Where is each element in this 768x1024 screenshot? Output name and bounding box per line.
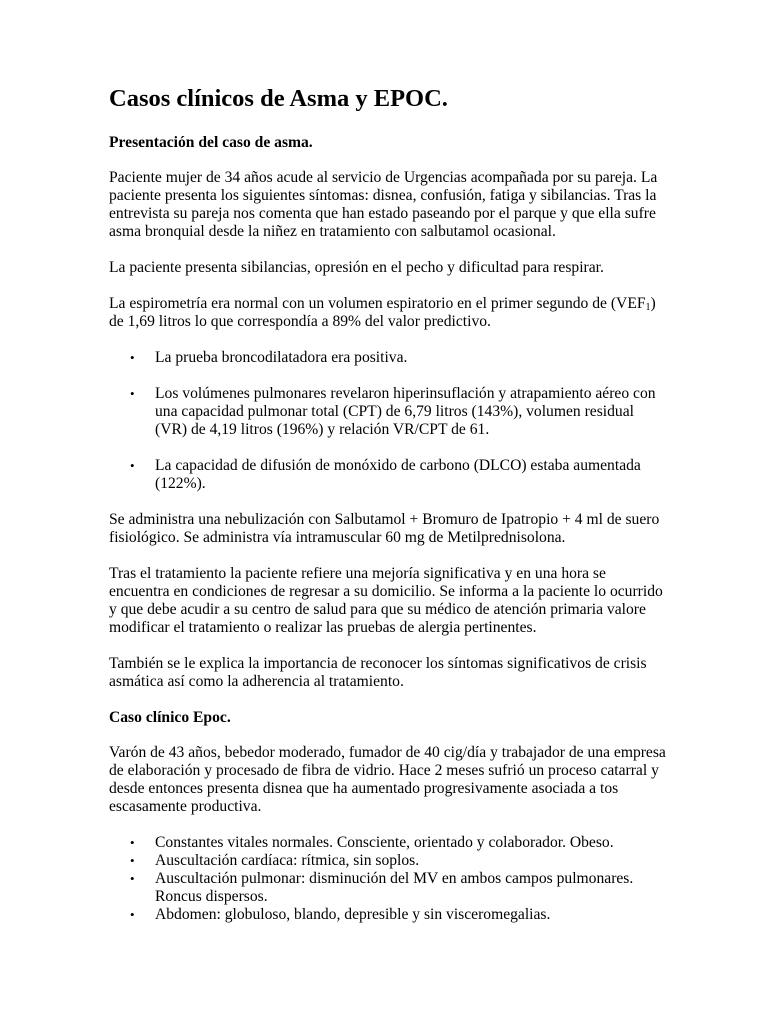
epoc-findings-list xyxy=(109,834,669,924)
document-content xyxy=(109,84,669,942)
list-item xyxy=(109,385,669,439)
asma-paragraph-3 xyxy=(109,295,669,331)
bullet-icon: • xyxy=(130,835,135,850)
asma-findings-list xyxy=(109,349,669,493)
list-item xyxy=(109,870,669,906)
asma-case-heading: Presentación del caso de asma. xyxy=(109,134,313,151)
document-title: Casos clínicos de Asma y EPOC. xyxy=(109,85,448,112)
bullet-icon: • xyxy=(130,907,135,922)
bullet-icon: • xyxy=(130,871,135,886)
list-item xyxy=(109,457,669,493)
asma-paragraph-6: También se le explica la importancia de reconocer los síntomas significativos de crisis asmática así como la adherencia al tratamiento. xyxy=(109,655,647,690)
epoc-paragraph-1: Varón de 43 años, bebedor moderado, fumador de 40 cig/día y trabajador de una empresa de elaboración y procesado de fibra de vidrio. Hace 2 meses sufrió un proceso catarral y desde entonces presenta disnea que ha aumentado progresivamente asociada a tos escasamente productiva. xyxy=(109,744,666,815)
list-item xyxy=(109,834,669,852)
asma-paragraph-1: Paciente mujer de 34 años acude al servicio de Urgencias acompañada por su pareja. La paciente presenta los siguientes síntomas: disnea, confusión, fatiga y sibilancias. Tras la entrevista su pareja nos comenta que han estado paseando por el parque y que ella sufre asma bronquial desde la niñez en tratamiento con salbutamol ocasional. xyxy=(109,169,658,240)
list-item-text: Abdomen: globuloso, blando, depresible y sin visceromegalias. xyxy=(155,906,551,923)
list-item-text: Los volúmenes pulmonares revelaron hiperinsuflación y atrapamiento aéreo con una capacidad pulmonar total (CPT) de 6,79 litros (143%), volumen residual (VR) de 4,19 litros (196%) y relación VR/CPT de 61. xyxy=(155,385,656,438)
list-item xyxy=(109,906,669,924)
asma-paragraph-2: La paciente presenta sibilancias, opresión en el pecho y dificultad para respirar. xyxy=(109,259,604,276)
asma-paragraph-4: Se administra una nebulización con Salbutamol + Bromuro de Ipatropio + 4 ml de suero fisiológico. Se administra vía intramuscular 60 mg de Metilprednisolona. xyxy=(109,511,660,546)
list-item-text: La prueba broncodilatadora era positiva. xyxy=(155,349,408,366)
asma-paragraph-5: Tras el tratamiento la paciente refiere una mejoría significativa y en una hora se encuentra en condiciones de regresar a su domicilio. Se informa a la paciente lo ocurrido y que debe acudir a su centro de salud para que su médico de atención primaria valore modificar el tratamiento o realizar las pruebas de alergia pertinentes. xyxy=(109,565,663,636)
list-item xyxy=(109,852,669,870)
list-item xyxy=(109,349,669,367)
spirometry-text-start: La espirometría era normal con un volumen espiratorio en el primer segundo de (VEF xyxy=(109,295,646,312)
vef-subscript: 1 xyxy=(645,302,651,313)
list-item-text: Auscultación cardíaca: rítmica, sin soplos. xyxy=(155,852,420,869)
bullet-icon: • xyxy=(130,458,135,473)
spirometry-text-end: ) de 1,69 litros lo que correspondía a 89% del valor predictivo. xyxy=(109,295,656,330)
list-item-text: Auscultación pulmonar: disminución del MV en ambos campos pulmonares. Roncus dispersos. xyxy=(155,870,634,905)
list-item-text: La capacidad de difusión de monóxido de carbono (DLCO) estaba aumentada (122%). xyxy=(155,457,641,492)
bullet-icon: • xyxy=(130,386,135,401)
list-item-text: Constantes vitales normales. Consciente, orientado y colaborador. Obeso. xyxy=(155,834,614,851)
bullet-icon: • xyxy=(130,350,135,365)
bullet-icon: • xyxy=(130,853,135,868)
epoc-case-heading: Caso clínico Epoc. xyxy=(109,709,231,726)
